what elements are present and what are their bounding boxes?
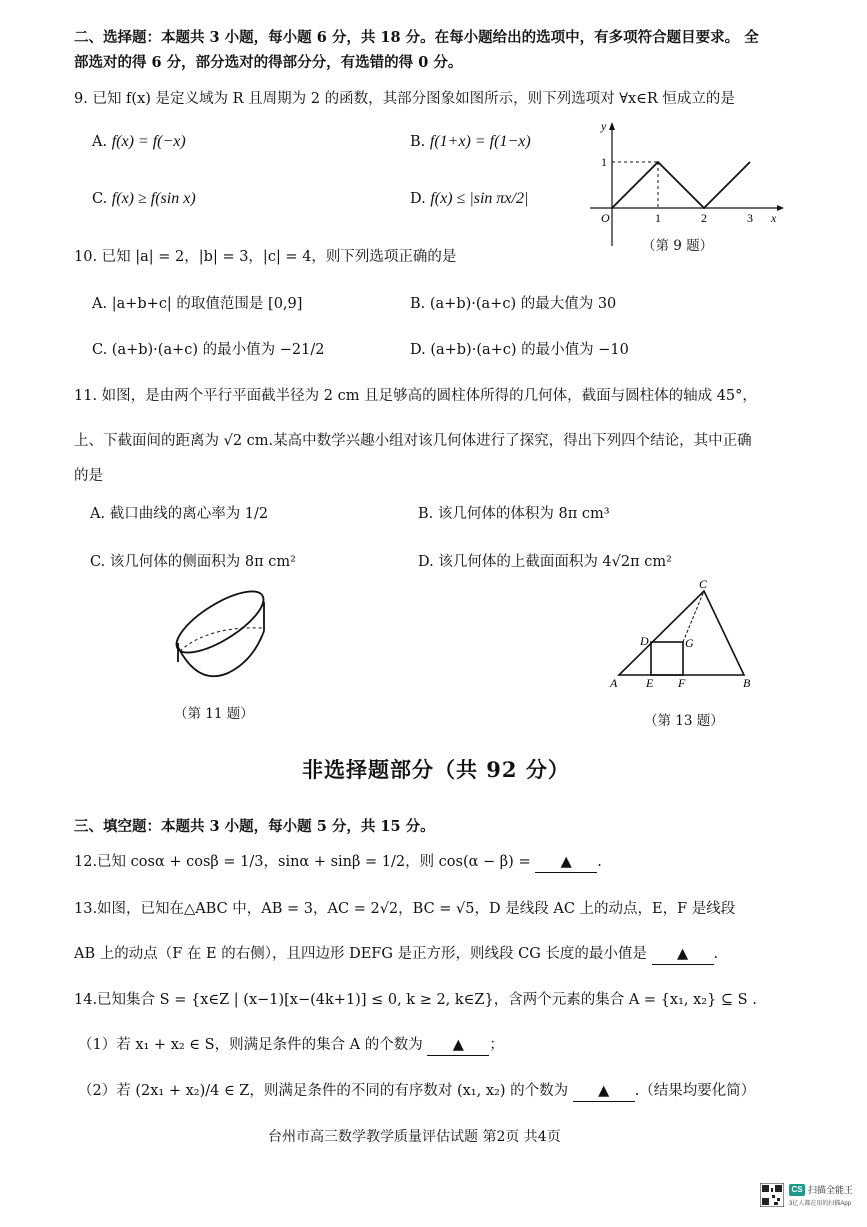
q10-option-a — [92, 292, 302, 313]
q14-part1-end: ； — [489, 1037, 504, 1053]
q9-option-c — [92, 190, 196, 208]
function-graph — [612, 162, 750, 208]
option-label: A. — [90, 506, 106, 522]
option-text: f(x) = f(−x) — [111, 133, 186, 150]
q13-end: . — [713, 946, 719, 962]
option-text: 该几何体的侧面积为 8π cm² — [109, 554, 296, 570]
y-axis-label: y — [601, 119, 607, 133]
q9-option-a — [92, 133, 186, 151]
top-section-ellipse — [168, 586, 272, 664]
q14-part2 — [78, 1081, 755, 1102]
q11-stem-line3: 的是 — [74, 468, 103, 484]
q13-line1: 13.如图，已知在△ABC 中，AB = 3，AC = 2√2，BC = √5，D 是线段 AC 上的动点，E，F 是线段 — [74, 901, 736, 917]
answer-blank: ▲ — [427, 1035, 489, 1056]
q11-option-d — [418, 550, 672, 571]
option-text: f(x) ≥ f(sin x) — [111, 190, 196, 207]
scanner-badge: CS — [789, 1184, 805, 1196]
tick-y-1: 1 — [601, 155, 607, 169]
q14-part2-text: （2）若 (2x₁ + x₂)/4 ∈ Z，则满足条件的不同的有序数对 (x₁, x₂) 的个数为 — [78, 1083, 569, 1099]
section2-heading-line1: 二、选择题：本题共 3 小题，每小题 6 分，共 18 分。在每小题给出的选项中，有多项符合题目要求。 全 — [74, 29, 759, 46]
option-text: 截口曲线的离心率为 1/2 — [109, 506, 269, 522]
q11-option-a — [90, 502, 268, 523]
option-text: 该几何体的上截面面积为 4√2π cm² — [438, 554, 672, 570]
option-text: (a+b)·(a+c) 的最大值为 30 — [429, 296, 617, 312]
q11-option-b — [418, 502, 610, 523]
q14-part1-text: （1）若 x₁ + x₂ ∈ S，则满足条件的集合 A 的个数为 — [78, 1037, 423, 1053]
part2-title: 非选择题部分（共 92 分） — [302, 757, 570, 782]
hidden-edge — [180, 628, 262, 651]
label-d: D — [640, 634, 649, 648]
label-b: B — [743, 676, 751, 690]
q13-line2-text: AB 上的动点（F 在 E 的右侧），且四边形 DEFG 是正方形，则线段 CG 长度的最小值是 — [74, 946, 647, 962]
option-label: D. — [410, 191, 426, 207]
option-label: A. — [92, 296, 108, 312]
label-e: E — [646, 676, 654, 690]
option-label: D. — [418, 554, 434, 570]
answer-blank: ▲ — [652, 944, 714, 965]
option-label: B. — [418, 506, 434, 522]
tick-x-3: 3 — [747, 211, 753, 225]
option-label: B. — [410, 296, 426, 312]
bottom-section-arc — [178, 631, 264, 676]
q9-figure — [585, 118, 785, 253]
option-text: 该几何体的体积为 8π cm³ — [437, 506, 610, 522]
option-text: f(x) ≤ |sin πx/2| — [430, 190, 529, 207]
square-defg — [651, 642, 683, 675]
q9-stem: 9. 已知 f(x) 是定义域为 R 且周期为 2 的函数，其部分图象如图所示，则下列选项对 ∀x∈R 恒成立的是 — [74, 91, 735, 107]
q14-part1 — [78, 1035, 504, 1056]
q9-figure-caption: （第 9 题） — [642, 238, 714, 254]
q9-option-b — [410, 133, 531, 151]
q13-figure-caption: （第 13 题） — [644, 713, 724, 729]
section2-heading-line2: 部选对的得 6 分，部分选对的得部分分，有选错的得 0 分。 — [74, 54, 463, 71]
q11-stem-line2: 上、下截面间的距离为 √2 cm.某高中数学兴趣小组对该几何体进行了探究，得出下列四个结论，其中正确 — [74, 433, 752, 449]
option-label: C. — [92, 191, 108, 207]
q10-option-c — [92, 338, 324, 359]
q10-stem: 10. 已知 |a| = 2，|b| = 3，|c| = 4，则下列选项正确的是 — [74, 249, 457, 265]
x-axis-arrow-icon — [777, 205, 784, 211]
q11-option-c — [90, 550, 296, 571]
q10-option-b — [410, 292, 616, 313]
option-label: C. — [92, 342, 108, 358]
answer-blank: ▲ — [535, 852, 597, 873]
q13-figure — [604, 576, 764, 694]
answer-blank: ▲ — [573, 1081, 635, 1102]
x-axis-label: x — [771, 211, 777, 225]
option-label: D. — [410, 342, 426, 358]
option-text: (a+b)·(a+c) 的最小值为 −10 — [430, 342, 629, 358]
qr-code-icon — [760, 1183, 784, 1207]
tick-x-1: 1 — [655, 211, 661, 225]
q12-end: . — [597, 854, 602, 870]
label-c: C — [699, 577, 708, 591]
scanner-title: 扫描全能王 — [808, 1185, 854, 1195]
scanner-subtitle: 3亿人都在用的扫描App — [789, 1201, 852, 1207]
tick-x-2: 2 — [701, 211, 707, 225]
q14-stem: 14.已知集合 S = {x∈Z | (x−1)[x−(4k+1)] ≤ 0, k ≥ 2, k∈Z}，含两个元素的集合 A = {x₁, x₂} ⊆ S . — [74, 992, 757, 1008]
q12 — [74, 852, 602, 873]
scanner-watermark — [760, 1180, 860, 1210]
q11-figure — [168, 586, 278, 696]
segment-cg — [683, 591, 704, 642]
q11-stem-line1: 11. 如图，是由两个平行平面截半径为 2 cm 且足够高的圆柱体所得的几何体，截面与圆柱体的轴成 45°， — [74, 388, 757, 404]
option-label: A. — [92, 134, 108, 150]
option-label: B. — [410, 134, 426, 150]
page-footer: 台州市高三数学教学质量评估试题 第2页 共4页 — [268, 1129, 561, 1145]
q10-option-d — [410, 338, 629, 359]
label-g: G — [685, 636, 694, 650]
option-text: (a+b)·(a+c) 的最小值为 −21/2 — [111, 342, 325, 358]
option-label: C. — [90, 554, 106, 570]
q9-option-d — [410, 190, 528, 208]
q13-line2 — [74, 944, 718, 965]
option-text: f(1+x) = f(1−x) — [429, 133, 531, 150]
label-a: A — [610, 676, 618, 690]
q14-part2-end: .（结果均要化简） — [634, 1083, 756, 1099]
q12-text: 12.已知 cosα + cosβ = 1/3，sinα + sinβ = 1/2，则 cos(α − β) = — [74, 854, 531, 870]
q11-figure-caption: （第 11 题） — [174, 706, 254, 722]
triangle-abc — [619, 591, 744, 675]
y-axis-arrow-icon — [609, 122, 615, 130]
section3-heading: 三、填空题：本题共 3 小题，每小题 5 分，共 15 分。 — [74, 818, 435, 835]
label-f: F — [678, 676, 686, 690]
option-text: |a+b+c| 的取值范围是 [0,9] — [111, 296, 303, 312]
origin-label: O — [601, 211, 610, 225]
